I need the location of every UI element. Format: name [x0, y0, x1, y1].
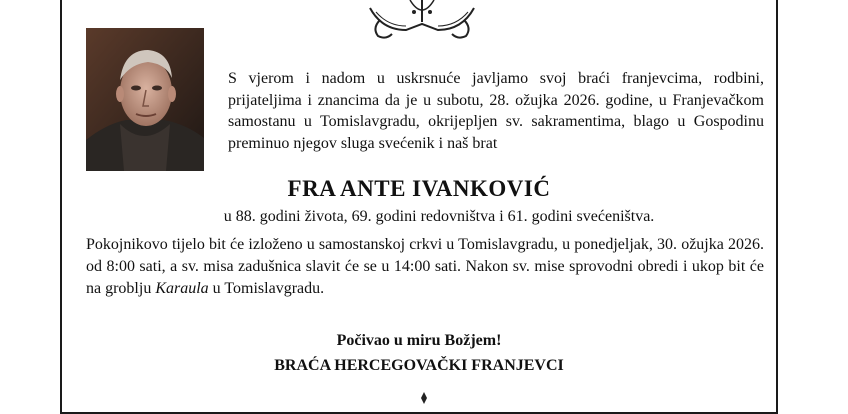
cemetery-name: Karaula	[155, 280, 209, 297]
funeral-text-before: Pokojnikovo tijelo bit će izloženo u samostanskoj crkvi u Tomislavgradu, u ponedjeljak, 30. ožujka 2026. od 8:00 sati, a sv. misa zadušnica slavit će se u 14:00 sati. Nakon sv. mise sprovodni obredi i ukop bit će na groblju	[86, 236, 764, 297]
cross-ornament-icon	[418, 392, 430, 404]
funeral-paragraph	[86, 234, 764, 300]
farewell-line: Počivao u miru Božjem!	[336, 332, 502, 349]
franciscan-emblem-icon	[362, 0, 482, 42]
funeral-text-after: u Tomislavgradu.	[208, 280, 325, 297]
portrait-photo	[86, 28, 204, 171]
age-line: u 88. godini života, 69. godini redovništva i 61. godini svećeništva.	[223, 208, 655, 225]
intro-paragraph: S vjerom i nadom u uskrsnuće javljamo svoj braći franjevcima, rodbini, prijateljima i znancima da je u subotu, 28. ožujka 2026. godine, u Franjevačkom samostanu u Tomislavgradu, okrijepljen sv. sakramentima, blago u Gospodinu preminuo njegov sluga svećenik i naš brat	[228, 70, 764, 152]
deceased-name: FRA ANTE IVANKOVIĆ	[287, 176, 551, 201]
signature-line: BRAĆA HERCEGOVAČKI FRANJEVCI	[274, 357, 564, 374]
